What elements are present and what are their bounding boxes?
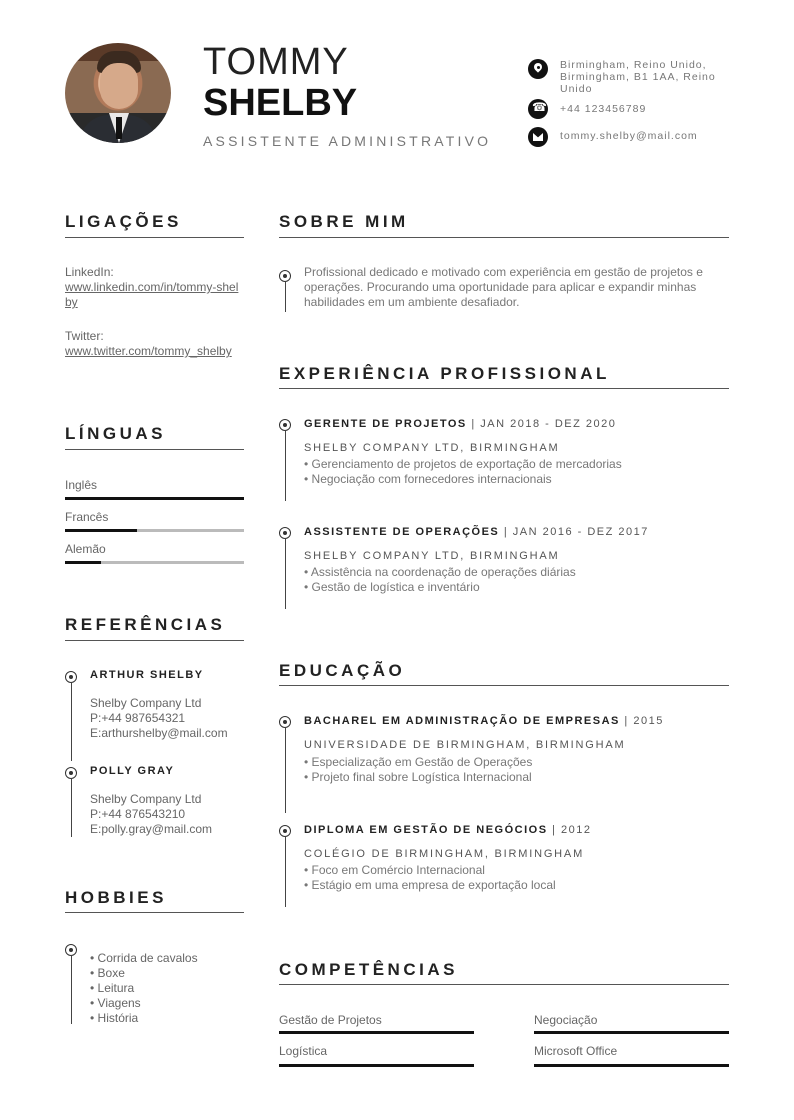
bullet-item: • Foco em Comércio Internacional	[304, 863, 485, 877]
experience-heading: EXPERIÊNCIA PROFISSIONAL	[279, 364, 610, 383]
link-twitter	[65, 329, 244, 359]
timeline-dot	[279, 527, 291, 539]
skill-label: Gestão de Projetos	[279, 1013, 382, 1027]
timeline-line	[71, 779, 72, 837]
hobby-item: • Corrida de cavalos	[90, 951, 198, 965]
hobbies-divider	[65, 912, 244, 913]
hobby-item: • Viagens	[90, 996, 141, 1010]
phone-text: +44 123456789	[560, 103, 647, 115]
skill-bar	[279, 1064, 474, 1067]
separator: |	[547, 824, 562, 836]
separator: |	[466, 418, 481, 430]
timeline-line	[285, 728, 286, 813]
experience-title	[304, 526, 649, 538]
reference-name: POLLY GRAY	[90, 765, 175, 777]
experience-title	[304, 418, 616, 430]
email-text[interactable]: tommy.shelby@mail.com	[560, 130, 698, 142]
languages-divider	[65, 449, 244, 450]
reference-phone: P:+44 987654321	[90, 711, 186, 725]
timeline-line	[71, 956, 72, 1024]
hobbies-heading: HOBBIES	[65, 888, 167, 907]
reference-details	[90, 696, 228, 741]
reference-details	[90, 792, 212, 837]
linkedin-url[interactable]: www.linkedin.com/in/tommy-shelby	[65, 280, 239, 309]
education-divider	[279, 685, 729, 686]
job-title: ASSISTENTE ADMINISTRATIVO	[203, 133, 492, 149]
skill-bar	[279, 1031, 474, 1034]
about-text: Profissional dedicado e motivado com experiência em gestão de projetos e operações. Procurando uma oportunidade para aplicar e expandir minhas habilidades em um ambiente desafiador.	[304, 265, 703, 309]
timeline-dot	[65, 671, 77, 683]
languages-heading: LÍNGUAS	[65, 424, 166, 443]
education-degree: DIPLOMA EM GESTÃO DE NEGÓCIOS	[304, 824, 548, 836]
education-title	[304, 715, 664, 727]
about-heading: SOBRE MIM	[279, 212, 409, 231]
twitter-label: Twitter:	[65, 329, 104, 343]
experience-org: SHELBY COMPANY LTD, BIRMINGHAM	[304, 442, 560, 454]
first-name: TOMMY	[203, 41, 349, 83]
skill-label: Logística	[279, 1044, 328, 1058]
timeline-dot	[65, 944, 77, 956]
language-french-bar	[65, 529, 244, 532]
skill-label: Microsoft Office	[534, 1044, 618, 1058]
hobby-item: • Boxe	[90, 966, 125, 980]
bullet-item: • Especialização em Gestão de Operações	[304, 755, 533, 769]
reference-email: E:polly.gray@mail.com	[90, 822, 212, 836]
timeline-dot	[279, 419, 291, 431]
timeline-dot	[65, 767, 77, 779]
education-bullets	[304, 863, 556, 893]
education-org: COLÉGIO DE BIRMINGHAM, BIRMINGHAM	[304, 848, 585, 860]
reference-email: E:arthurshelby@mail.com	[90, 726, 228, 740]
skill-label: Negociação	[534, 1013, 598, 1027]
experience-role: GERENTE DE PROJETOS	[304, 418, 467, 430]
address-text: Birmingham, Reino Unido, Birmingham, B1 1AA, Reino Unido	[560, 59, 716, 95]
timeline-line	[71, 683, 72, 761]
timeline-line	[285, 282, 286, 312]
linkedin-label: LinkedIn:	[65, 265, 114, 279]
education-title	[304, 824, 592, 836]
reference-name: ARTHUR SHELBY	[90, 669, 204, 681]
skill-bar	[534, 1031, 729, 1034]
profile-photo	[65, 43, 171, 143]
timeline-dot	[279, 270, 291, 282]
language-english: Inglês	[65, 478, 98, 492]
separator: |	[499, 526, 513, 538]
hobby-item: • História	[90, 1011, 139, 1025]
link-linkedin	[65, 265, 244, 310]
timeline-line	[285, 431, 286, 501]
hobby-item: • Leitura	[90, 981, 135, 995]
experience-period: JAN 2018 - DEZ 2020	[480, 418, 617, 430]
language-french: Francês	[65, 510, 109, 524]
bullet-item: • Gestão de logística e inventário	[304, 580, 480, 594]
education-year: 2012	[561, 824, 592, 836]
timeline-dot	[279, 716, 291, 728]
mail-icon	[528, 127, 548, 147]
education-org: UNIVERSIDADE DE BIRMINGHAM, BIRMINGHAM	[304, 739, 626, 751]
timeline-dot	[279, 825, 291, 837]
separator: |	[619, 715, 634, 727]
education-heading: EDUCAÇÃO	[279, 661, 406, 680]
education-bullets	[304, 755, 532, 785]
language-english-bar	[65, 497, 244, 500]
reference-company: Shelby Company Ltd	[90, 792, 202, 806]
experience-org: SHELBY COMPANY LTD, BIRMINGHAM	[304, 550, 560, 562]
phone-icon	[528, 99, 548, 119]
bullet-item: • Estágio em uma empresa de exportação local	[304, 878, 556, 892]
skill-bar	[534, 1064, 729, 1067]
skills-heading: COMPETÊNCIAS	[279, 960, 458, 979]
experience-bullets	[304, 565, 576, 595]
bullet-item: • Gerenciamento de projetos de exportação de mercadorias	[304, 457, 622, 471]
links-divider	[65, 237, 244, 238]
references-heading: REFERÊNCIAS	[65, 615, 226, 634]
about-divider	[279, 237, 729, 238]
bullet-item: • Projeto final sobre Logística Internacional	[304, 770, 532, 784]
reference-company: Shelby Company Ltd	[90, 696, 202, 710]
education-year: 2015	[633, 715, 664, 727]
experience-period: JAN 2016 - DEZ 2017	[512, 526, 649, 538]
hobbies-list	[90, 951, 198, 1026]
timeline-line	[285, 837, 286, 907]
reference-phone: P:+44 876543210	[90, 807, 186, 821]
language-german-bar	[65, 561, 244, 564]
bullet-item: • Assistência na coordenação de operações diárias	[304, 565, 576, 579]
bullet-item: • Negociação com fornecedores internacionais	[304, 472, 552, 486]
links-heading: LIGAÇÕES	[65, 212, 182, 231]
experience-role: ASSISTENTE DE OPERAÇÕES	[304, 526, 500, 538]
education-degree: BACHAREL EM ADMINISTRAÇÃO DE EMPRESAS	[304, 715, 620, 727]
language-german: Alemão	[65, 542, 106, 556]
experience-bullets	[304, 457, 622, 487]
twitter-url[interactable]: www.twitter.com/tommy_shelby	[65, 344, 232, 358]
references-divider	[65, 640, 244, 641]
experience-divider	[279, 388, 729, 389]
location-icon	[528, 59, 548, 79]
timeline-line	[285, 539, 286, 609]
last-name: SHELBY	[203, 82, 358, 124]
skills-divider	[279, 984, 729, 985]
